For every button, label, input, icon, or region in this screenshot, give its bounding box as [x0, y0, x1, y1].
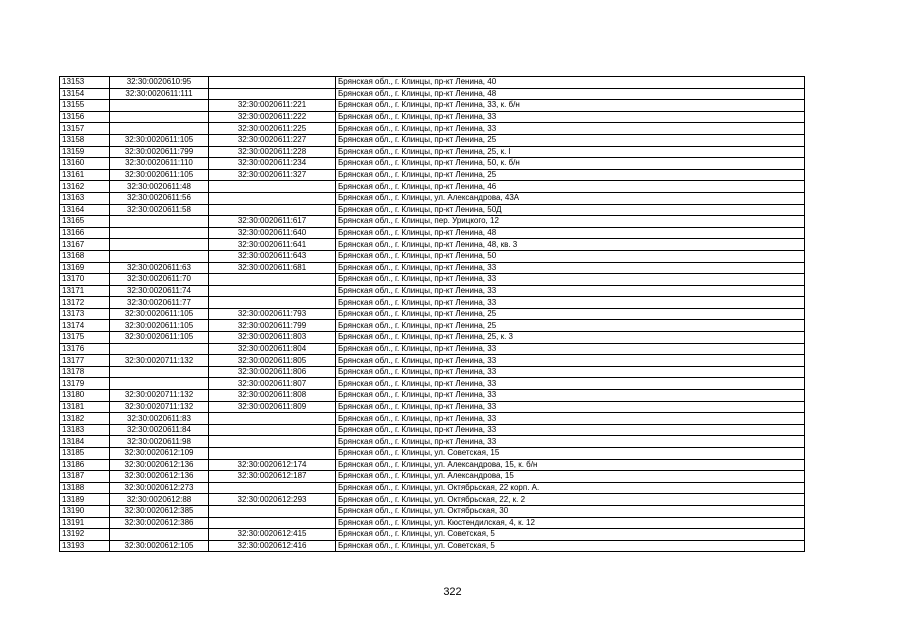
row-number-cell: 13188	[60, 482, 110, 494]
row-number-cell: 13191	[60, 517, 110, 529]
address-cell: Брянская обл., г. Клинцы, пр-кт Ленина, 33	[336, 297, 805, 309]
row-number-cell: 13155	[60, 100, 110, 112]
linked-cadastral-number-cell: 32:30:0020611:809	[209, 401, 336, 413]
linked-cadastral-number-cell: 32:30:0020612:415	[209, 529, 336, 541]
row-number-cell: 13163	[60, 192, 110, 204]
linked-cadastral-number-cell: 32:30:0020611:225	[209, 123, 336, 135]
linked-cadastral-number-cell: 32:30:0020611:643	[209, 250, 336, 262]
table-row	[60, 471, 805, 483]
row-number-cell: 13183	[60, 424, 110, 436]
linked-cadastral-number-cell: 32:30:0020611:234	[209, 158, 336, 170]
address-cell: Брянская обл., г. Клинцы, ул. Советская, 5	[336, 540, 805, 552]
address-cell: Брянская обл., г. Клинцы, ул. Александрова, 15, к. б/н	[336, 459, 805, 471]
table-row	[60, 505, 805, 517]
linked-cadastral-number-cell: 32:30:0020611:640	[209, 227, 336, 239]
table-row	[60, 158, 805, 170]
cadastral-number-cell: 32:30:0020611:799	[110, 146, 209, 158]
table-row	[60, 413, 805, 425]
cadastral-number-cell: 32:30:0020611:56	[110, 192, 209, 204]
cadastral-number-cell: 32:30:0020611:110	[110, 158, 209, 170]
address-cell: Брянская обл., г. Клинцы, ул. Октябрьская, 30	[336, 505, 805, 517]
address-cell: Брянская обл., г. Клинцы, пр-кт Ленина, 33	[336, 378, 805, 390]
row-number-cell: 13166	[60, 227, 110, 239]
table-row	[60, 134, 805, 146]
address-cell: Брянская обл., г. Клинцы, пр-кт Ленина, 33	[336, 413, 805, 425]
row-number-cell: 13173	[60, 308, 110, 320]
table-row	[60, 436, 805, 448]
table-row	[60, 181, 805, 193]
row-number-cell: 13190	[60, 505, 110, 517]
address-cell: Брянская обл., г. Клинцы, пр-кт Ленина, 33	[336, 355, 805, 367]
address-cell: Брянская обл., г. Клинцы, пр-кт Ленина, 25	[336, 134, 805, 146]
table-row	[60, 378, 805, 390]
address-cell: Брянская обл., г. Клинцы, пр-кт Ленина, 33	[336, 262, 805, 274]
cadastral-number-cell: 32:30:0020611:98	[110, 436, 209, 448]
cadastral-number-cell: 32:30:0020611:74	[110, 285, 209, 297]
table-row	[60, 297, 805, 309]
linked-cadastral-number-cell: 32:30:0020611:641	[209, 239, 336, 251]
cadastral-number-cell: 32:30:0020612:109	[110, 448, 209, 460]
cadastral-number-cell: 32:30:0020612:136	[110, 459, 209, 471]
address-cell: Брянская обл., г. Клинцы, пр-кт Ленина, 33	[336, 123, 805, 135]
cadastral-number-cell	[110, 216, 209, 228]
address-cell: Брянская обл., г. Клинцы, пр-кт Ленина, 25	[336, 308, 805, 320]
table-row	[60, 250, 805, 262]
address-cell: Брянская обл., г. Клинцы, ул. Александрова, 43А	[336, 192, 805, 204]
cadastral-number-cell: 32:30:0020612:385	[110, 505, 209, 517]
address-cell: Брянская обл., г. Клинцы, ул. Октябрьская, 22, к. 2	[336, 494, 805, 506]
cadastral-number-cell: 32:30:0020611:63	[110, 262, 209, 274]
row-number-cell: 13186	[60, 459, 110, 471]
row-number-cell: 13156	[60, 111, 110, 123]
address-cell: Брянская обл., г. Клинцы, пр-кт Ленина, 33	[336, 436, 805, 448]
address-cell: Брянская обл., г. Клинцы, ул. Александрова, 15	[336, 471, 805, 483]
linked-cadastral-number-cell	[209, 88, 336, 100]
cadastral-number-cell: 32:30:0020711:132	[110, 390, 209, 402]
address-cell: Брянская обл., г. Клинцы, пер. Урицкого, 12	[336, 216, 805, 228]
address-cell: Брянская обл., г. Клинцы, пр-кт Ленина, 25, к. I	[336, 146, 805, 158]
address-cell: Брянская обл., г. Клинцы, пр-кт Ленина, 33	[336, 285, 805, 297]
row-number-cell: 13187	[60, 471, 110, 483]
linked-cadastral-number-cell	[209, 297, 336, 309]
row-number-cell: 13170	[60, 274, 110, 286]
linked-cadastral-number-cell	[209, 448, 336, 460]
cadastral-number-cell: 32:30:0020612:386	[110, 517, 209, 529]
cadastral-number-cell	[110, 239, 209, 251]
cadastral-number-cell: 32:30:0020711:132	[110, 401, 209, 413]
row-number-cell: 13157	[60, 123, 110, 135]
row-number-cell: 13177	[60, 355, 110, 367]
address-cell: Брянская обл., г. Клинцы, пр-кт Ленина, 50, к. б/н	[336, 158, 805, 170]
table-row	[60, 239, 805, 251]
table-row	[60, 355, 805, 367]
registry-table	[59, 76, 805, 552]
linked-cadastral-number-cell: 32:30:0020611:803	[209, 332, 336, 344]
address-cell: Брянская обл., г. Клинцы, ул. Октябрьская, 22 корп. А.	[336, 482, 805, 494]
linked-cadastral-number-cell: 32:30:0020611:807	[209, 378, 336, 390]
table-row	[60, 459, 805, 471]
linked-cadastral-number-cell: 32:30:0020611:228	[209, 146, 336, 158]
linked-cadastral-number-cell	[209, 517, 336, 529]
address-cell: Брянская обл., г. Клинцы, пр-кт Ленина, 33	[336, 274, 805, 286]
linked-cadastral-number-cell: 32:30:0020611:804	[209, 343, 336, 355]
table-row	[60, 216, 805, 228]
row-number-cell: 13154	[60, 88, 110, 100]
row-number-cell: 13185	[60, 448, 110, 460]
table-row	[60, 343, 805, 355]
address-cell: Брянская обл., г. Клинцы, пр-кт Ленина, 33	[336, 401, 805, 413]
cadastral-number-cell: 32:30:0020611:58	[110, 204, 209, 216]
linked-cadastral-number-cell	[209, 285, 336, 297]
linked-cadastral-number-cell: 32:30:0020611:222	[209, 111, 336, 123]
address-cell: Брянская обл., г. Клинцы, ул. Советская, 15	[336, 448, 805, 460]
row-number-cell: 13182	[60, 413, 110, 425]
row-number-cell: 13174	[60, 320, 110, 332]
cadastral-number-cell	[110, 100, 209, 112]
address-cell: Брянская обл., г. Клинцы, пр-кт Ленина, 46	[336, 181, 805, 193]
table-row	[60, 529, 805, 541]
address-cell: Брянская обл., г. Клинцы, пр-кт Ленина, 33	[336, 111, 805, 123]
address-cell: Брянская обл., г. Клинцы, пр-кт Ленина, 50Д	[336, 204, 805, 216]
address-cell: Брянская обл., г. Клинцы, пр-кт Ленина, 25	[336, 320, 805, 332]
row-number-cell: 13161	[60, 169, 110, 181]
row-number-cell: 13172	[60, 297, 110, 309]
address-cell: Брянская обл., г. Клинцы, пр-кт Ленина, 48	[336, 88, 805, 100]
linked-cadastral-number-cell: 32:30:0020611:327	[209, 169, 336, 181]
table-row	[60, 204, 805, 216]
cadastral-number-cell: 32:30:0020611:105	[110, 308, 209, 320]
cadastral-number-cell: 32:30:0020711:132	[110, 355, 209, 367]
address-cell: Брянская обл., г. Клинцы, пр-кт Ленина, 33	[336, 366, 805, 378]
table-row	[60, 123, 805, 135]
linked-cadastral-number-cell: 32:30:0020612:293	[209, 494, 336, 506]
row-number-cell: 13159	[60, 146, 110, 158]
table-row	[60, 274, 805, 286]
linked-cadastral-number-cell: 32:30:0020611:617	[209, 216, 336, 228]
cadastral-number-cell: 32:30:0020612:273	[110, 482, 209, 494]
row-number-cell: 13160	[60, 158, 110, 170]
cadastral-number-cell: 32:30:0020611:70	[110, 274, 209, 286]
row-number-cell: 13184	[60, 436, 110, 448]
table-row	[60, 401, 805, 413]
address-cell: Брянская обл., г. Клинцы, ул. Советская, 5	[336, 529, 805, 541]
table-row	[60, 332, 805, 344]
cadastral-number-cell: 32:30:0020611:105	[110, 169, 209, 181]
linked-cadastral-number-cell: 32:30:0020611:808	[209, 390, 336, 402]
address-cell: Брянская обл., г. Клинцы, пр-кт Ленина, 48	[336, 227, 805, 239]
linked-cadastral-number-cell	[209, 77, 336, 89]
row-number-cell: 13181	[60, 401, 110, 413]
cadastral-number-cell: 32:30:0020611:48	[110, 181, 209, 193]
table-row	[60, 448, 805, 460]
row-number-cell: 13162	[60, 181, 110, 193]
cadastral-number-cell: 32:30:0020611:111	[110, 88, 209, 100]
row-number-cell: 13164	[60, 204, 110, 216]
cadastral-number-cell: 32:30:0020611:77	[110, 297, 209, 309]
table-row	[60, 320, 805, 332]
row-number-cell: 13165	[60, 216, 110, 228]
cadastral-number-cell	[110, 378, 209, 390]
table-row	[60, 390, 805, 402]
row-number-cell: 13169	[60, 262, 110, 274]
address-cell: Брянская обл., г. Клинцы, пр-кт Ленина, 25	[336, 169, 805, 181]
cadastral-number-cell: 32:30:0020611:83	[110, 413, 209, 425]
table-row	[60, 285, 805, 297]
address-cell: Брянская обл., г. Клинцы, пр-кт Ленина, 33, к. б/н	[336, 100, 805, 112]
table-row	[60, 517, 805, 529]
table-row	[60, 111, 805, 123]
linked-cadastral-number-cell: 32:30:0020611:806	[209, 366, 336, 378]
row-number-cell: 13179	[60, 378, 110, 390]
address-cell: Брянская обл., г. Клинцы, пр-кт Ленина, 50	[336, 250, 805, 262]
table-row	[60, 169, 805, 181]
table-row	[60, 482, 805, 494]
row-number-cell: 13192	[60, 529, 110, 541]
cadastral-number-cell: 32:30:0020612:88	[110, 494, 209, 506]
linked-cadastral-number-cell	[209, 413, 336, 425]
linked-cadastral-number-cell: 32:30:0020611:793	[209, 308, 336, 320]
linked-cadastral-number-cell: 32:30:0020611:799	[209, 320, 336, 332]
linked-cadastral-number-cell	[209, 204, 336, 216]
row-number-cell: 13178	[60, 366, 110, 378]
cadastral-number-cell: 32:30:0020610:95	[110, 77, 209, 89]
linked-cadastral-number-cell: 32:30:0020611:681	[209, 262, 336, 274]
linked-cadastral-number-cell	[209, 274, 336, 286]
address-cell: Брянская обл., г. Клинцы, ул. Кюстендилская, 4, к. 12	[336, 517, 805, 529]
linked-cadastral-number-cell: 32:30:0020612:416	[209, 540, 336, 552]
cadastral-number-cell: 32:30:0020611:105	[110, 134, 209, 146]
cadastral-number-cell: 32:30:0020611:84	[110, 424, 209, 436]
linked-cadastral-number-cell	[209, 482, 336, 494]
cadastral-number-cell	[110, 529, 209, 541]
table-row	[60, 100, 805, 112]
linked-cadastral-number-cell	[209, 424, 336, 436]
linked-cadastral-number-cell: 32:30:0020612:174	[209, 459, 336, 471]
cadastral-number-cell	[110, 227, 209, 239]
address-cell: Брянская обл., г. Клинцы, пр-кт Ленина, 25, к. 3	[336, 332, 805, 344]
table-row	[60, 88, 805, 100]
table-row	[60, 77, 805, 89]
table-row	[60, 227, 805, 239]
linked-cadastral-number-cell: 32:30:0020612:187	[209, 471, 336, 483]
row-number-cell: 13176	[60, 343, 110, 355]
table-row	[60, 308, 805, 320]
linked-cadastral-number-cell	[209, 505, 336, 517]
table-row	[60, 494, 805, 506]
cadastral-number-cell: 32:30:0020611:105	[110, 332, 209, 344]
row-number-cell: 13167	[60, 239, 110, 251]
cadastral-number-cell: 32:30:0020612:136	[110, 471, 209, 483]
address-cell: Брянская обл., г. Клинцы, пр-кт Ленина, 33	[336, 390, 805, 402]
table-row	[60, 540, 805, 552]
address-cell: Брянская обл., г. Клинцы, пр-кт Ленина, 48, кв. 3	[336, 239, 805, 251]
row-number-cell: 13158	[60, 134, 110, 146]
linked-cadastral-number-cell: 32:30:0020611:221	[209, 100, 336, 112]
cadastral-number-cell	[110, 343, 209, 355]
cadastral-number-cell	[110, 123, 209, 135]
linked-cadastral-number-cell	[209, 181, 336, 193]
row-number-cell: 13193	[60, 540, 110, 552]
table-row	[60, 366, 805, 378]
linked-cadastral-number-cell	[209, 192, 336, 204]
cadastral-number-cell	[110, 366, 209, 378]
cadastral-number-cell: 32:30:0020612:105	[110, 540, 209, 552]
table-row	[60, 262, 805, 274]
linked-cadastral-number-cell: 32:30:0020611:227	[209, 134, 336, 146]
table-row	[60, 192, 805, 204]
address-cell: Брянская обл., г. Клинцы, пр-кт Ленина, 33	[336, 343, 805, 355]
row-number-cell: 13153	[60, 77, 110, 89]
registry-table-body	[60, 77, 805, 552]
cadastral-number-cell: 32:30:0020611:105	[110, 320, 209, 332]
cadastral-number-cell	[110, 111, 209, 123]
row-number-cell: 13168	[60, 250, 110, 262]
linked-cadastral-number-cell	[209, 436, 336, 448]
row-number-cell: 13189	[60, 494, 110, 506]
row-number-cell: 13175	[60, 332, 110, 344]
table-row	[60, 424, 805, 436]
table-row	[60, 146, 805, 158]
page-number: 322	[443, 586, 462, 598]
linked-cadastral-number-cell: 32:30:0020611:805	[209, 355, 336, 367]
address-cell: Брянская обл., г. Клинцы, пр-кт Ленина, 40	[336, 77, 805, 89]
row-number-cell: 13180	[60, 390, 110, 402]
address-cell: Брянская обл., г. Клинцы, пр-кт Ленина, 33	[336, 424, 805, 436]
row-number-cell: 13171	[60, 285, 110, 297]
cadastral-number-cell	[110, 250, 209, 262]
